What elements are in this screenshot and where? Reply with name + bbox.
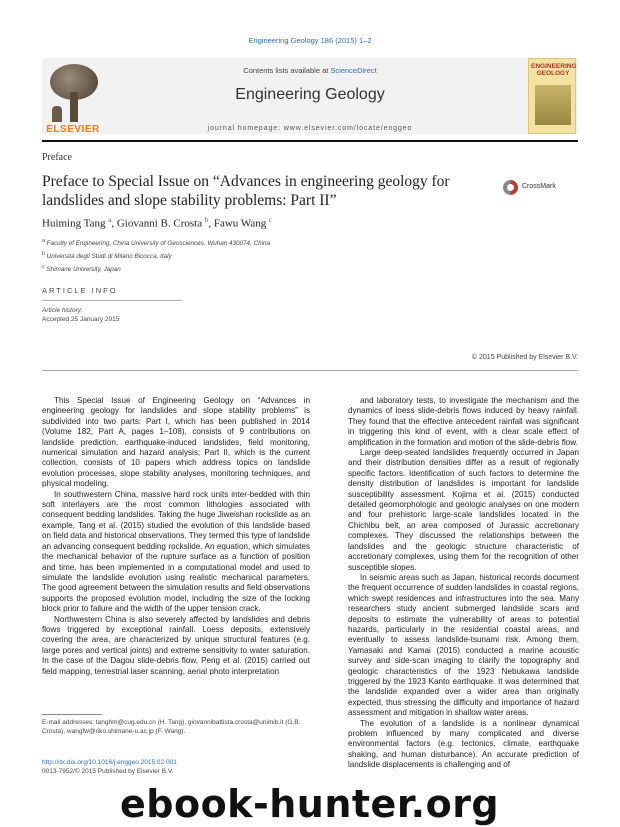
author-name[interactable]: Giovanni B. Crosta	[116, 217, 203, 230]
journal-cover-thumbnail[interactable]	[528, 58, 576, 134]
body-paragraph: Large deep-seated landslides frequently occurred in Japan and their distribution densities differ as a result of regionally specific factors. Identification of such factors to determine the density distribution of landslides is important for landslide susceptibility assessment. Kojima et al. (2015) conducted detailed geomorphologic and geologic analyses on one modern and four prehistoric large-scale landslides located in the Chichibu belt, an area composed of Jurassic accretionary complexes. They discussed the relationships between the landslides and the geologic structure characteristic of accretionary complexes, using them for the recognition of other susceptible slopes.	[348, 448, 579, 572]
paper-title: Preface to Special Issue on “Advances in engineering geology for landslides and slope stability problems: Part II”	[42, 173, 450, 209]
copyright-notice: © 2015 Published by Elsevier B.V.	[471, 354, 578, 361]
author-affil-marker[interactable]: c	[269, 216, 273, 224]
author-affil-marker[interactable]: b	[204, 216, 209, 224]
watermark-text: ebook-hunter.org	[120, 782, 500, 826]
author-name[interactable]: Fawu Wang	[213, 217, 267, 230]
doi-link[interactable]: http://dx.doi.org/10.1016/j.enggeo.2015.02.001	[42, 759, 177, 766]
body-paragraph: In seismic areas such as Japan, historical records document the frequent occurrence of sudden landslides in coastal regions, which swept residences and infrastructures into the sea. Many researchers study ancient submerged landslide scars and deposits to estimate the vulnerability of areas to potential hazards, particularly in the residential coastal areas, and eventually to assess landslide-tsunami risk. Among them, Yamasaki and Kamai (2015) conducted a marine acoustic survey and side-scan imaging to clarify the topography and geologic characteristics of the 1923 Nebukawa landslide triggered by the 1923 Kanto earthquake. It was determined that the landslide expanded over a wider area than originally expected, thus stressing the difficulty and importance of hazard assessment and mitigation in shallow water areas.	[348, 572, 579, 718]
issn-line: 0013-7952/© 2015 Published by Elsevier B.V.	[42, 768, 174, 775]
crossmark-button[interactable]	[503, 180, 575, 196]
author-list: Huiming Tang $^a$, Giovanni B. Crosta $^b$, Fawu Wang $^c$	[42, 216, 273, 230]
body-paragraph: The evolution of a landslide is a nonlinear dynamical problem influenced by many complicated and diverse environmental factors (e.g. tectonics, climate, earthquake shaking, and human disturbance). An accurate prediction of landslide displacements is challenging and of	[348, 718, 579, 770]
body-paragraph: Northwestern China is also severely affected by landslides and debris flows triggered by exceptional rainfall. Loess deposits, extensively covering the area, are characterized by unique structural features (e.g. large pores and vertical joints) and extreme sensitivity to water saturation. In the case of the Dagou slide-debris flow, Peng et al. (2015) carried out field mapping, terrestrial laser scanning, aerial photo interpretation	[42, 614, 310, 676]
section-divider	[42, 370, 578, 371]
crossmark-icon	[503, 180, 518, 195]
author-affil-marker[interactable]: a	[108, 216, 112, 224]
article-info-divider	[42, 300, 182, 301]
cover-title: ENGINEERING GEOLOGY	[531, 63, 577, 77]
article-info-heading: ARTICLE INFO	[42, 286, 118, 295]
section-label: Preface	[42, 152, 72, 163]
journal-homepage	[150, 125, 470, 132]
body-paragraph: and laboratory tests, to investigate the mechanism and the dynamics of loess slide-debris flows induced by heavy rainfall. They found that the effective antecedent rainfall was significant in triggering this kind of event, with a clear scale effect of amplification in the formation and motion of the slide-debris flow.	[348, 396, 579, 447]
body-column-left	[42, 396, 310, 677]
body-paragraph: This Special Issue of Engineering Geology on “Advances in engineering geology for landslides and slope stability problems” is subdivided into two parts: Part I, which has been published in 2014 (Volume 182, Part A, pages 1–108), consists of 9 contributions on landslide prediction, earthquake-induced landslides, field monitoring, numerical simulation and hazard analysis; Part II, which is the current collection, consists of 10 papers which address topics on landslide evolution processes, slope stability analyses, monitoring techniques, and physical modeling.	[42, 396, 310, 489]
author-name[interactable]: Huiming Tang	[42, 217, 106, 230]
cover-image	[535, 85, 571, 125]
publisher-wordmark: ELSEVIER	[46, 124, 100, 135]
body-column-right	[348, 396, 579, 771]
homepage-prefix: journal homepage:	[207, 125, 284, 132]
homepage-link[interactable]: www.elsevier.com/locate/enggeo	[283, 125, 413, 132]
tree-trunk-icon	[70, 92, 78, 122]
journal-reference[interactable]: Engineering Geology 186 (2015) 1–2	[248, 36, 372, 45]
footnote-divider	[42, 714, 102, 715]
contents-prefix: Contents lists available at	[243, 66, 331, 75]
crossmark-label: CrossMark	[522, 183, 556, 190]
scholar-figure-icon	[52, 106, 62, 122]
affiliation-list	[42, 236, 270, 275]
affiliation-item: $^a$ Faculty of Engineering, China University of Geosciences, Wuhan 430074, China	[42, 238, 270, 248]
email-footnote: E-mail addresses: tanghm@cug.edu.cn (H. Tang), giovannibattista.crosta@unimib.it (G.B. Crosta), wangfw@riko.shimane-u.ac.jp (F. Wang).	[42, 719, 301, 735]
article-history-value: Accepted 25 January 2015	[42, 316, 120, 323]
body-paragraph: In southwestern China, massive hard rock units inter-bedded with thin soft interlayers are the most common lithologies associated with consequent bedding landslides. Taking the huge Jiweishan rockslide as an example, Tang et al. (2015) studied the evolution of this landslide based on field data and historical observations. They termed this type of landslide an advancing consequent bedding rockslide. An equation, which simulates the mechanical behavior of the rupture surface as a function of position and time, has been implemented in a computational model and used to simulate the landslide evolution using realistic mechanical parameters. The good agreement between the simulation results and field observations supports the proposed evolution model, including the size of the locking block prior to failure and the width of the upper tension crack.	[42, 489, 310, 614]
affiliation-item: $^c$ Shimane University, Japan	[42, 264, 121, 274]
contents-line	[150, 66, 470, 75]
affiliation-item: $^b$ Università degli Studi di Milano Bicocca, Italy	[42, 251, 172, 261]
doi-block	[42, 758, 177, 776]
article-history-label: Article history:	[42, 307, 83, 314]
header-divider	[42, 140, 578, 142]
sciencedirect-link[interactable]: ScienceDirect	[330, 66, 377, 75]
journal-title: Engineering Geology	[235, 86, 385, 103]
